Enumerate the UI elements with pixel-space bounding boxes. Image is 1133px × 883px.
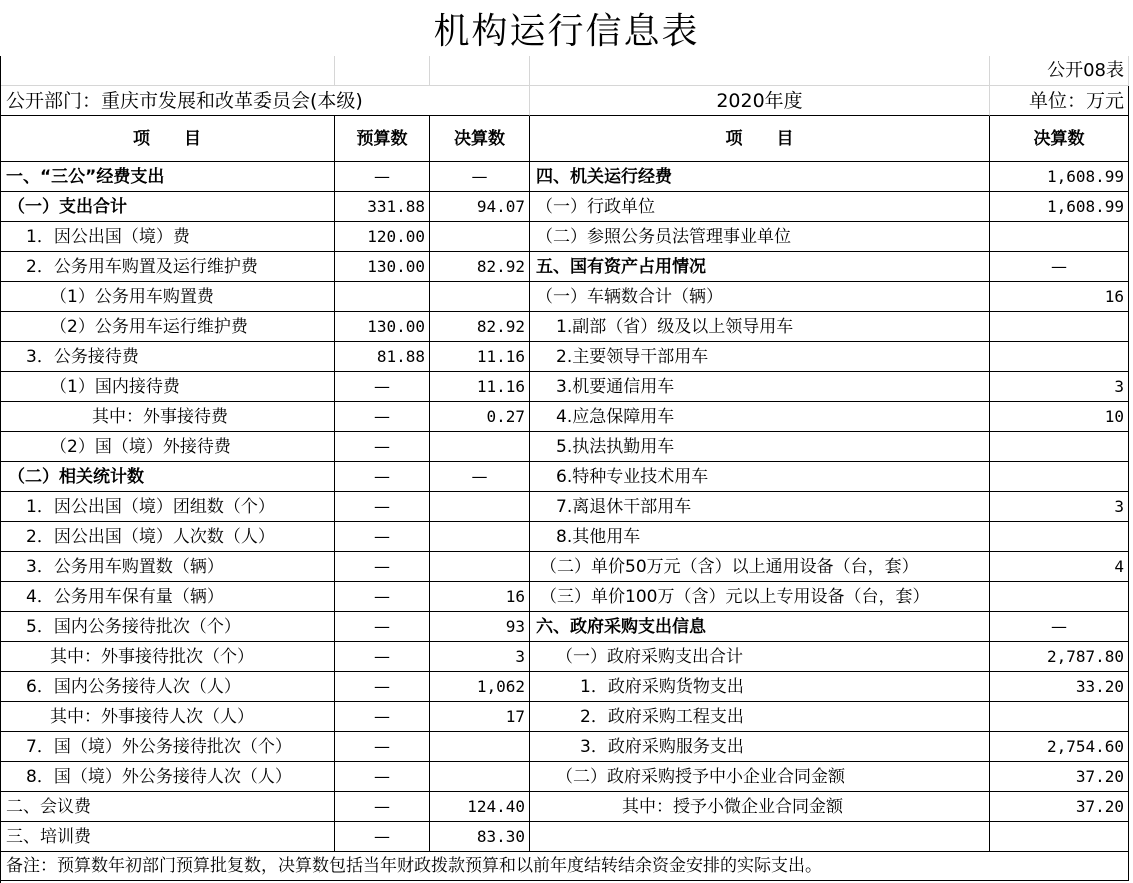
table-row [0, 522, 1133, 552]
table-row [0, 642, 1133, 672]
unit-label: 单位：万元 [990, 86, 1129, 116]
row-item-right: 1．政府采购货物支出 [530, 672, 990, 702]
row-final-right: 4 [990, 552, 1129, 582]
row-budget: — [335, 432, 430, 462]
row-final-right: 2,787.80 [990, 642, 1129, 672]
row-budget: — [335, 492, 430, 522]
row-item-right: 3.机要通信用车 [530, 372, 990, 402]
row-item-left: 4．公务用车保有量（辆） [0, 582, 335, 612]
table-row [0, 252, 1133, 282]
row-budget: — [335, 582, 430, 612]
table-row [0, 432, 1133, 462]
row-item-right: 五、国有资产占用情况 [530, 252, 990, 282]
table-row [0, 822, 1133, 852]
table-row [0, 762, 1133, 792]
row-item-left: （1）国内接待费 [0, 372, 335, 402]
row-final: 16 [430, 582, 530, 612]
info-row [0, 86, 1133, 116]
table-left-border [0, 56, 1, 883]
row-final-right [990, 312, 1129, 342]
row-item-left: 3．公务用车购置数（辆） [0, 552, 335, 582]
row-final-right: 2,754.60 [990, 732, 1129, 762]
row-item-left: （2）国（境）外接待费 [0, 432, 335, 462]
row-item-right: （三）单价100万（含）元以上专用设备（台，套） [530, 582, 990, 612]
table-row [0, 162, 1133, 192]
row-item-left: （二）相关统计数 [0, 462, 335, 492]
row-final: 93 [430, 612, 530, 642]
row-final-right: 1,608.99 [990, 162, 1129, 192]
row-budget: — [335, 642, 430, 672]
table-row [0, 462, 1133, 492]
row-final: 83.30 [430, 822, 530, 852]
table-header [0, 116, 1133, 162]
row-budget: — [335, 552, 430, 582]
header-final: 决算数 [430, 116, 530, 162]
table-row [0, 492, 1133, 522]
row-final-right [990, 432, 1129, 462]
row-item-left: 8．国（境）外公务接待人次（人） [0, 762, 335, 792]
header-item-right: 项 目 [530, 116, 990, 162]
page-title: 机构运行信息表 [433, 11, 700, 52]
row-item-right: 2.主要领导干部用车 [530, 342, 990, 372]
row-item-right: 3．政府采购服务支出 [530, 732, 990, 762]
row-final: 17 [430, 702, 530, 732]
row-item-left: 2．公务用车购置及运行维护费 [0, 252, 335, 282]
row-item-right: （二）政府采购授予中小企业合同金额 [530, 762, 990, 792]
row-budget: 130.00 [335, 252, 430, 282]
table-row [0, 672, 1133, 702]
row-final-right [990, 222, 1129, 252]
row-item-right: （二）单价50万元（含）以上通用设备（台，套） [530, 552, 990, 582]
row-final-right: 3 [990, 372, 1129, 402]
row-final: 0.27 [430, 402, 530, 432]
row-item-right: 2．政府采购工程支出 [530, 702, 990, 732]
row-final: 11.16 [430, 372, 530, 402]
row-final [430, 552, 530, 582]
row-final [430, 222, 530, 252]
row-final-right: — [990, 612, 1129, 642]
table-row [0, 402, 1133, 432]
row-item-left: 2．因公出国（境）人次数（人） [0, 522, 335, 552]
row-item-left: 二、会议费 [0, 792, 335, 822]
row-budget: — [335, 462, 430, 492]
row-final-right [990, 582, 1129, 612]
row-budget: — [335, 162, 430, 192]
row-item-left: 5．国内公务接待批次（个） [0, 612, 335, 642]
table-row [0, 372, 1133, 402]
row-final-right [990, 342, 1129, 372]
row-budget [335, 282, 430, 312]
row-final: 11.16 [430, 342, 530, 372]
table-row [0, 582, 1133, 612]
row-final [430, 282, 530, 312]
row-budget: — [335, 822, 430, 852]
table-row [0, 222, 1133, 252]
row-final: 3 [430, 642, 530, 672]
row-final-right [990, 702, 1129, 732]
form-number: 公开08表 [990, 56, 1129, 86]
table-row [0, 792, 1133, 822]
row-item-left: 一、“三公”经费支出 [0, 162, 335, 192]
header-item: 项 目 [0, 116, 335, 162]
department-label: 公开部门：重庆市发展和改革委员会(本级) [0, 86, 530, 116]
row-item-right: 7.离退休干部用车 [530, 492, 990, 522]
row-item-left: 6．国内公务接待人次（人） [0, 672, 335, 702]
row-final [430, 432, 530, 462]
table-row [0, 612, 1133, 642]
row-budget: — [335, 372, 430, 402]
table-row [0, 282, 1133, 312]
row-final: 124.40 [430, 792, 530, 822]
row-final [430, 522, 530, 552]
row-budget: — [335, 762, 430, 792]
row-final-right: — [990, 252, 1129, 282]
form-number-row [0, 56, 1133, 86]
table-row [0, 732, 1133, 762]
row-item-left: 其中：外事接待人次（人） [0, 702, 335, 732]
row-item-right: 4.应急保障用车 [530, 402, 990, 432]
row-final-right [990, 822, 1129, 852]
row-item-right: 其中：授予小微企业合同金额 [530, 792, 990, 822]
row-final-right: 3 [990, 492, 1129, 522]
table-row [0, 552, 1133, 582]
header-budget: 预算数 [335, 116, 430, 162]
row-final: 82.92 [430, 252, 530, 282]
table-row [0, 192, 1133, 222]
row-budget: — [335, 732, 430, 762]
row-budget: 130.00 [335, 312, 430, 342]
row-final: 94.07 [430, 192, 530, 222]
row-final [430, 762, 530, 792]
row-budget: — [335, 612, 430, 642]
table-row [0, 702, 1133, 732]
row-budget: 331.88 [335, 192, 430, 222]
header-final-right: 决算数 [990, 116, 1129, 162]
row-budget: — [335, 702, 430, 732]
row-budget: — [335, 402, 430, 432]
footnote: 备注：预算数年初部门预算批复数，决算数包括当年财政拨款预算和以前年度结转结余资金安排的实际支出。 [0, 851, 1129, 881]
row-item-right: 8.其他用车 [530, 522, 990, 552]
row-item-left: 7．国（境）外公务接待批次（个） [0, 732, 335, 762]
row-final-right: 1,608.99 [990, 192, 1129, 222]
table-row [0, 312, 1133, 342]
row-item-left: （2）公务用车运行维护费 [0, 312, 335, 342]
row-final-right: 16 [990, 282, 1129, 312]
row-budget: — [335, 792, 430, 822]
row-item-right: （一）车辆数合计（辆） [530, 282, 990, 312]
row-final-right: 10 [990, 402, 1129, 432]
row-budget: — [335, 522, 430, 552]
row-final: — [430, 462, 530, 492]
row-budget: — [335, 672, 430, 702]
row-item-right [530, 822, 990, 852]
row-item-right: （一）政府采购支出合计 [530, 642, 990, 672]
row-item-left: 三、培训费 [0, 822, 335, 852]
row-final: 82.92 [430, 312, 530, 342]
row-item-left: （1）公务用车购置费 [0, 282, 335, 312]
row-item-right: 5.执法执勤用车 [530, 432, 990, 462]
row-item-left: （一）支出合计 [0, 192, 335, 222]
row-item-right: 六、政府采购支出信息 [530, 612, 990, 642]
row-final [430, 492, 530, 522]
fiscal-year: 2020年度 [530, 86, 990, 116]
row-item-left: 3．公务接待费 [0, 342, 335, 372]
row-item-right: （一）行政单位 [530, 192, 990, 222]
row-budget: 81.88 [335, 342, 430, 372]
row-budget: 120.00 [335, 222, 430, 252]
row-item-right: 6.特种专业技术用车 [530, 462, 990, 492]
row-final: — [430, 162, 530, 192]
row-item-right: 1.副部（省）级及以上领导用车 [530, 312, 990, 342]
row-item-left: 其中：外事接待费 [0, 402, 335, 432]
row-final-right [990, 462, 1129, 492]
row-item-right: （二）参照公务员法管理事业单位 [530, 222, 990, 252]
row-item-left: 1．因公出国（境）费 [0, 222, 335, 252]
row-final-right: 33.20 [990, 672, 1129, 702]
table-row [0, 342, 1133, 372]
row-item-left: 1．因公出国（境）团组数（个） [0, 492, 335, 522]
row-item-left: 其中：外事接待批次（个） [0, 642, 335, 672]
row-final-right: 37.20 [990, 792, 1129, 822]
row-final-right: 37.20 [990, 762, 1129, 792]
row-final [430, 732, 530, 762]
row-final: 1,062 [430, 672, 530, 702]
row-final-right [990, 522, 1129, 552]
row-item-right: 四、机关运行经费 [530, 162, 990, 192]
